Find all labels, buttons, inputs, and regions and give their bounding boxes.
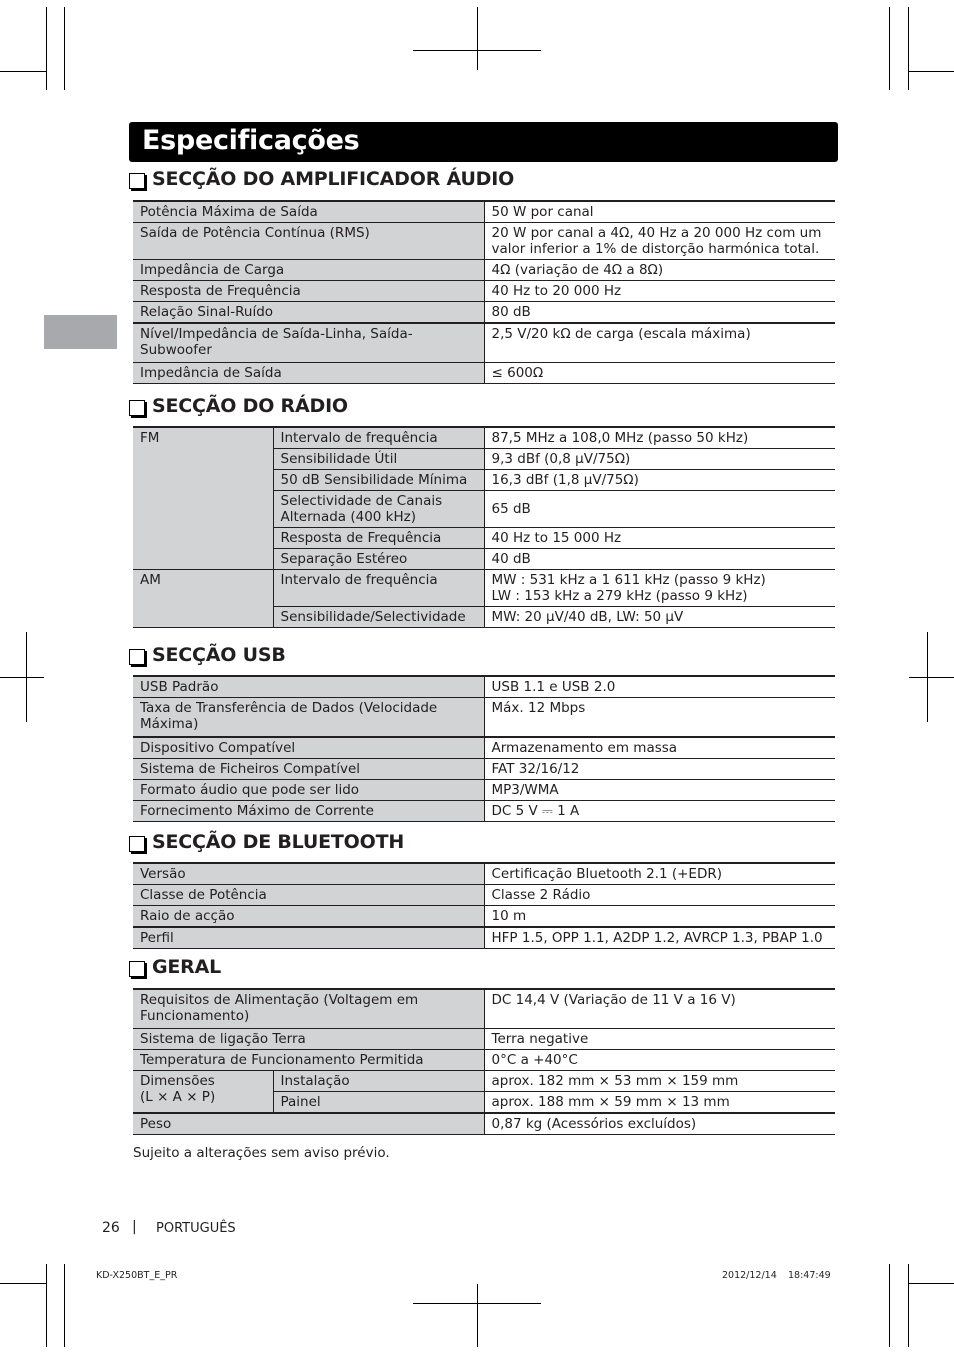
table-row: Dispositivo Compatível Armazenamento em massa [133,737,835,759]
square-bullet-icon [129,649,145,665]
table-row: Selectividade de Canais Alternada (400 kHz) 65 dB [133,491,835,528]
print-time: 18:47:49 [788,1270,831,1281]
table-row: Potência Máxima de Saída 50 W por canal [133,201,835,223]
general-table [133,988,835,1135]
table-row: Saída de Potência Contínua (RMS) 20 W por canal a 4Ω, 40 Hz a 20 000 Hz com um valor inferior a 1% de distorção harmónica total. [133,223,835,260]
page-title-bar [129,122,838,162]
amp-table [133,200,835,384]
table-row: Relação Sinal-Ruído 80 dB [133,302,835,324]
table-row: Dimensões (L × A × P) Instalação aprox. 182 mm × 53 mm × 159 mm [133,1071,835,1092]
page-number: 26 [102,1220,120,1236]
footer-language: PORTUGUÊS [156,1221,236,1236]
table-row: FM Intervalo de frequência 87,5 MHz a 108,0 MHz (passo 50 kHz) [133,427,835,449]
table-row: Separação Estéreo 40 dB [133,549,835,570]
table-row: Impedância de Carga 4Ω (variação de 4Ω a 8Ω) [133,260,835,281]
table-row: Raio de acção 10 m [133,906,835,928]
radio-table [133,426,835,628]
square-bullet-icon [129,961,145,977]
table-row: Sensibilidade Útil 9,3 dBf (0,8 μV/75Ω) [133,449,835,470]
page-title: Especificações [142,125,360,156]
table-row: Perfil HFP 1.5, OPP 1.1, A2DP 1.2, AVRCP 1.3, PBAP 1.0 [133,927,835,949]
table-row: Taxa de Transferência de Dados (Velocidade Máxima) Máx. 12 Mbps [133,698,835,738]
square-bullet-icon [129,400,145,416]
side-tab [44,315,117,349]
table-row: Formato áudio que pode ser lido MP3/WMA [133,780,835,801]
table-row: Painel aprox. 188 mm × 59 mm × 13 mm [133,1092,835,1114]
table-row: Nível/Impedância de Saída-Linha, Saída-Subwoofer 2,5 V/20 kΩ de carga (escala máxima) [133,323,835,363]
bluetooth-table [133,862,835,949]
table-row: Resposta de Frequência 40 Hz to 15 000 Hz [133,528,835,549]
table-row: Classe de Potência Classe 2 Rádio [133,885,835,906]
footer-separator: | [132,1219,137,1235]
table-row: Versão Certificação Bluetooth 2.1 (+EDR) [133,863,835,885]
table-row: AM Intervalo de frequência MW : 531 kHz a 1 611 kHz (passo 9 kHz) LW : 153 kHz a 279 kHz (passo 9 kHz) [133,570,835,607]
table-row: USB Padrão USB 1.1 e USB 2.0 [133,676,835,698]
table-row: Resposta de Frequência 40 Hz to 20 000 Hz [133,281,835,302]
table-row: Fornecimento Máximo de Corrente DC 5 V ⎓ 1 A [133,801,835,822]
print-date: 2012/12/14 [722,1270,777,1281]
table-row: Sistema de Ficheiros Compatível FAT 32/16/12 [133,759,835,780]
square-bullet-icon [129,173,145,189]
usb-table [133,675,835,822]
disclaimer-note: Sujeito a alterações sem aviso prévio. [133,1145,390,1161]
table-row: Peso 0,87 kg (Acessórios excluídos) [133,1113,835,1135]
square-bullet-icon [129,836,145,852]
table-row: Temperatura de Funcionamento Permitida 0°C a +40°C [133,1050,835,1071]
table-row: Sensibilidade/Selectividade MW: 20 μV/40 dB, LW: 50 μV [133,607,835,628]
table-row: Sistema de ligação Terra Terra negative [133,1029,835,1050]
table-row: Requisitos de Alimentação (Voltagem em Funcionamento) DC 14,4 V (Variação de 11 V a 16 V) [133,989,835,1029]
file-code: KD-X250BT_E_PR [96,1270,178,1281]
table-row: 50 dB Sensibilidade Mínima 16,3 dBf (1,8 μV/75Ω) [133,470,835,491]
table-row: Impedância de Saída ≤ 600Ω [133,363,835,384]
